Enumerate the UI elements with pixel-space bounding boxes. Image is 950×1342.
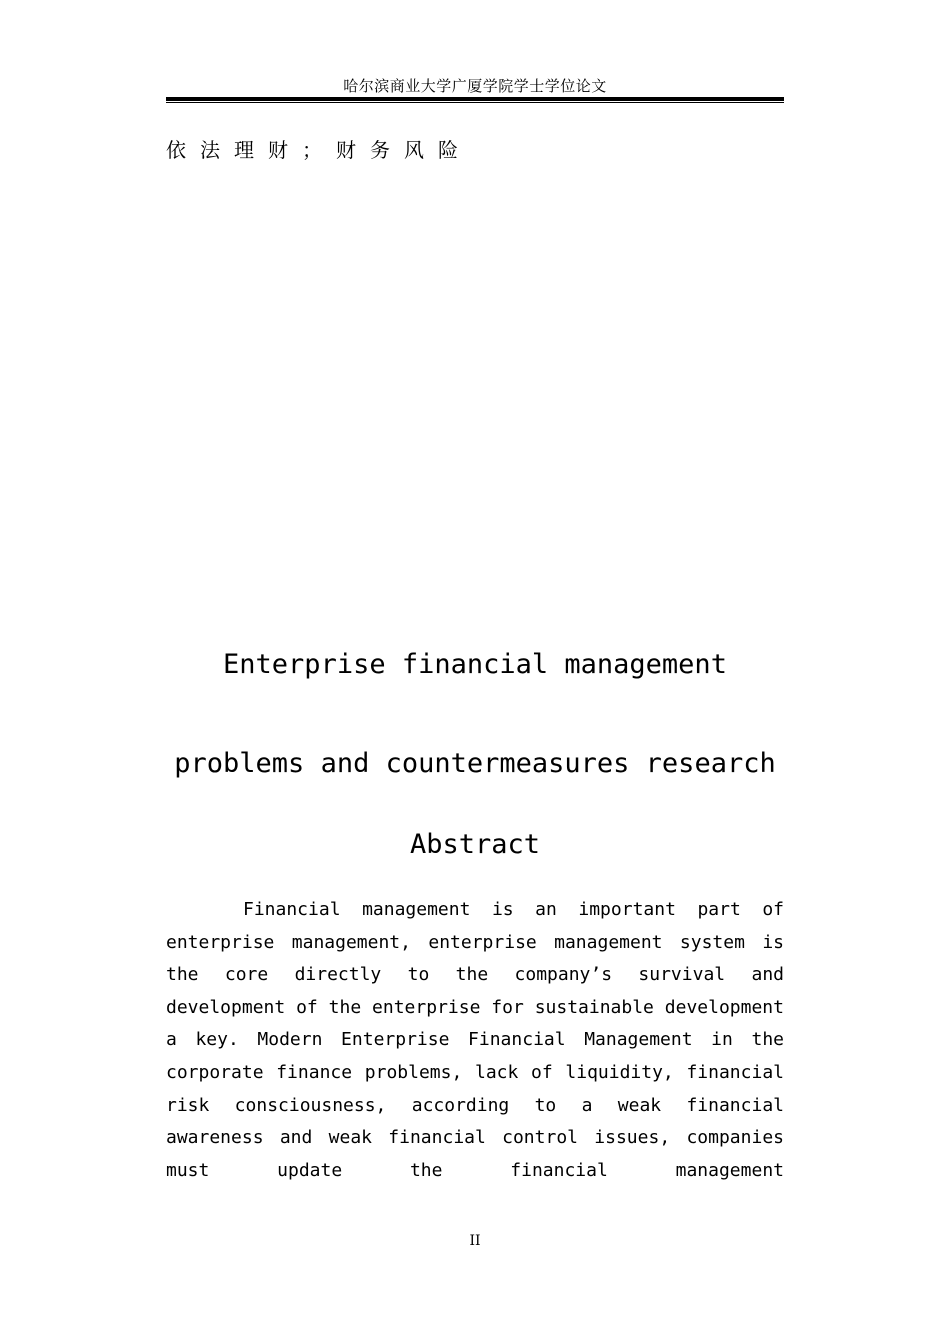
- header-rule-thin: [166, 102, 784, 103]
- english-title-line-1: Enterprise financial management: [223, 649, 727, 680]
- page-number: II: [469, 1233, 481, 1249]
- abstract-paragraph: Financial management is an important part of enterprise management, enterprise management system is the core directly to the company’s survival and development of the enterprise for sustainable development a key. Modern Enterprise Financial Management in the corporate finance problems, lack of liquidity, financial risk consciousness, according to a weak financial awareness and weak financial control issues, companies must update the financial management: [166, 899, 784, 1181]
- english-title-line-2: problems and countermeasures research: [174, 748, 776, 779]
- chinese-keywords: 依法理财；财务风险: [166, 138, 472, 162]
- abstract-heading: Abstract: [409, 829, 541, 860]
- header-rule-thick: [166, 97, 784, 101]
- running-header-title: 哈尔滨商业大学广厦学院学士学位论文: [343, 77, 607, 95]
